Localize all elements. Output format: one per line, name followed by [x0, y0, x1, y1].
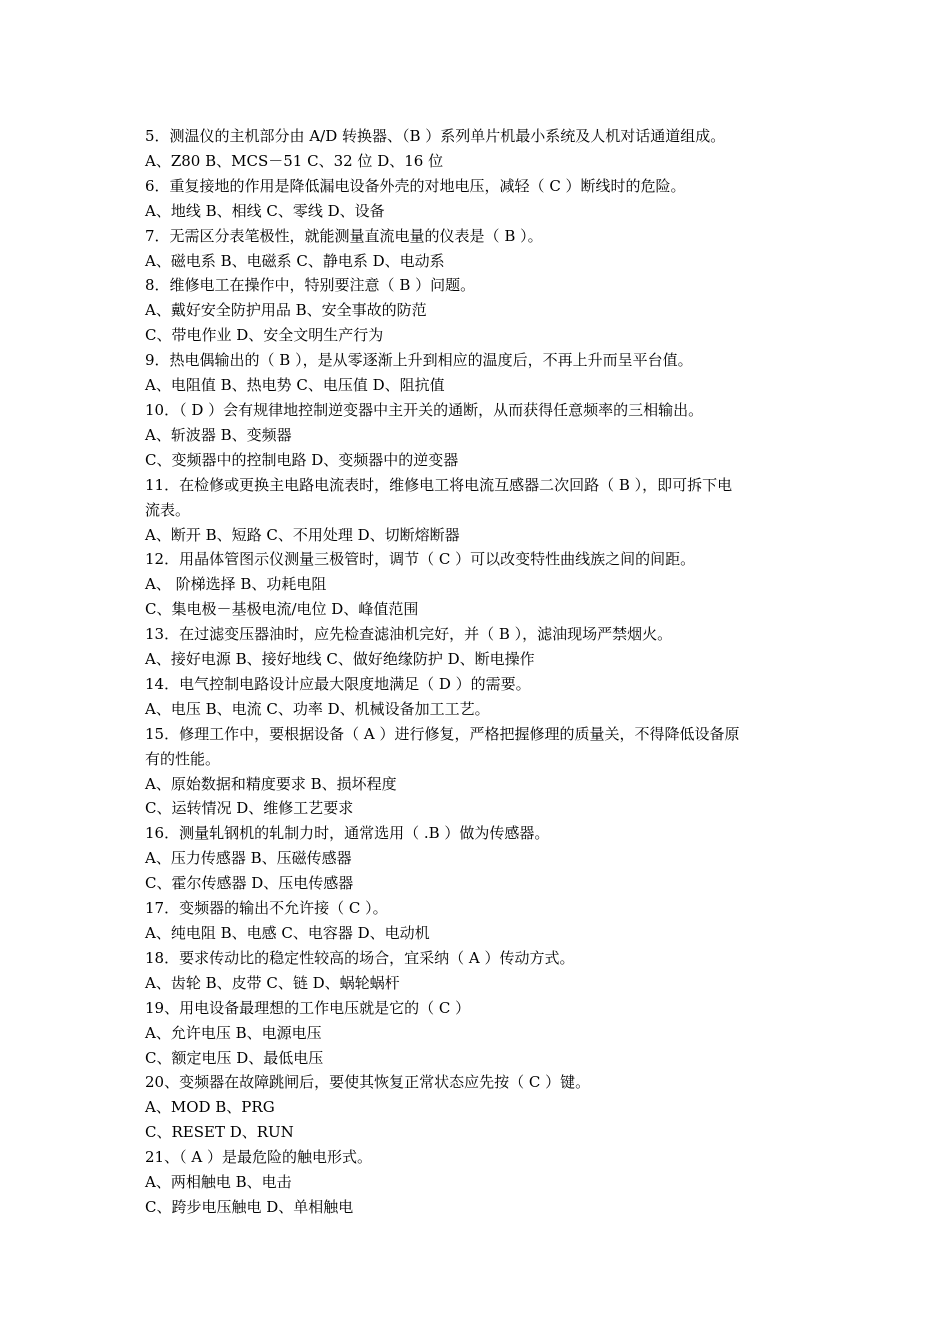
question-9 — [145, 622, 815, 672]
question-2 — [145, 174, 815, 224]
answer-options: A、两相触电 B、电击 — [145, 1173, 292, 1192]
answer-options: A、MOD B、PRG — [145, 1098, 275, 1117]
answer-options: C、霍尔传感器 D、压电传感器 — [145, 874, 354, 893]
question-text: 21、（ A ）是最危险的触电形式。 — [145, 1148, 372, 1167]
answer-options: A、接好电源 B、接好地线 C、做好绝缘防护 D、断电操作 — [145, 650, 535, 669]
question-text: 13．在过滤变压器油时，应先检查滤油机完好，并（ B ），滤油现场严禁烟火。 — [145, 625, 673, 644]
question-text: 19、用电设备最理想的工作电压就是它的（ C ） — [145, 998, 471, 1017]
question-6 — [145, 398, 815, 473]
question-text: 5．测温仪的主机部分由 A/D 转换器、（B ）系列单片机最小系统及人机对话通道组成。 — [145, 127, 726, 145]
answer-options: A、电压 B、电流 C、功率 D、机械设备加工工艺。 — [145, 699, 490, 718]
question-16 — [145, 1070, 815, 1145]
question-7 — [145, 473, 815, 548]
answer-options: A、断开 B、短路 C、不用处理 D、切断熔断器 — [145, 525, 460, 544]
question-10 — [145, 672, 815, 722]
question-8 — [145, 547, 815, 622]
answer-options: A、Z80 B、MCS－51 C、32 位 D、16 位 — [145, 151, 444, 170]
answer-options: C、带电作业 D、安全文明生产行为 — [145, 326, 384, 345]
answer-options: C、变频器中的控制电路 D、变频器中的逆变器 — [145, 450, 459, 469]
question-text: 20、变频器在故障跳闸后，要使其恢复正常状态应先按（ C ）键。 — [145, 1073, 591, 1092]
question-4 — [145, 273, 815, 348]
answer-options: A、戴好安全防护用品 B、安全事故的防范 — [145, 301, 427, 320]
answer-options: C、运转情况 D、维修工艺要求 — [145, 799, 354, 818]
question-3 — [145, 224, 815, 274]
question-text: 8．维修电工在操作中，特别要注意（ B ）问题。 — [145, 276, 476, 295]
answer-options: A、地线 B、相线 C、零线 D、设备 — [145, 201, 385, 220]
question-11 — [145, 722, 815, 822]
answer-options: A、齿轮 B、皮带 C、链 D、蜗轮蜗杆 — [145, 973, 400, 992]
answer-options: A、压力传感器 B、压磁传感器 — [145, 849, 352, 868]
question-text: 7．无需区分表笔极性，就能测量直流电量的仪表是（ B ）。 — [145, 226, 543, 245]
answer-options: A、原始数据和精度要求 B、损坏程度 — [145, 774, 397, 793]
question-text: 17．变频器的输出不允许接（ C ）。 — [145, 899, 388, 918]
answer-options: C、跨步电压触电 D、单相触电 — [145, 1197, 354, 1216]
question-text: 10．（ D ）会有规律地控制逆变器中主开关的通断，从而获得任意频率的三相输出。 — [145, 400, 704, 419]
answer-options: A、 阶梯选择 B、功耗电阻 — [145, 575, 327, 594]
answer-options: A、斩波器 B、变频器 — [145, 425, 292, 444]
question-text: 11．在检修或更换主电路电流表时，维修电工将电流互感器二次回路（ B ），即可拆下电 — [145, 475, 733, 494]
question-14 — [145, 946, 815, 996]
question-text: 流表。 — [145, 500, 191, 519]
question-text: 18．要求传动比的稳定性较高的场合，宜采纳（ A ）传动方式。 — [145, 948, 575, 967]
question-text: 有的性能。 — [145, 749, 221, 768]
answer-options: C、集电极－基极电流/电位 D、峰值范围 — [145, 600, 419, 619]
answer-options: A、磁电系 B、电磁系 C、静电系 D、电动系 — [145, 251, 445, 270]
question-17 — [145, 1145, 815, 1220]
question-1 — [145, 124, 815, 174]
answer-options: A、允许电压 B、电源电压 — [145, 1023, 322, 1042]
question-text: 9．热电偶输出的（ B ），是从零逐渐上升到相应的温度后，不再上升而呈平台值。 — [145, 351, 693, 370]
question-text: 16．测量轧钢机的轧制力时，通常选用（ .B ）做为传感器。 — [145, 824, 550, 843]
question-text: 14．电气控制电路设计应最大限度地满足（ D ）的需要。 — [145, 674, 531, 693]
question-5 — [145, 348, 815, 398]
question-text: 12．用晶体管图示仪测量三极管时，调节（ C ）可以改变特性曲线族之间的间距。 — [145, 550, 696, 569]
answer-options: C、额定电压 D、最低电压 — [145, 1048, 324, 1067]
question-15 — [145, 996, 815, 1071]
question-12 — [145, 821, 815, 896]
question-text: 15．修理工作中，要根据设备（ A ）进行修复，严格把握修理的质量关，不得降低设备原 — [145, 724, 740, 743]
answer-options: A、电阻值 B、热电势 C、电压值 D、阻抗值 — [145, 376, 445, 395]
question-13 — [145, 896, 815, 946]
question-text: 6．重复接地的作用是降低漏电设备外壳的对地电压，减轻（ C ）断线时的危险。 — [145, 176, 686, 195]
answer-options: C、RESET D、RUN — [145, 1123, 294, 1142]
document-page — [145, 124, 815, 1220]
answer-options: A、纯电阻 B、电感 C、电容器 D、电动机 — [145, 924, 430, 942]
